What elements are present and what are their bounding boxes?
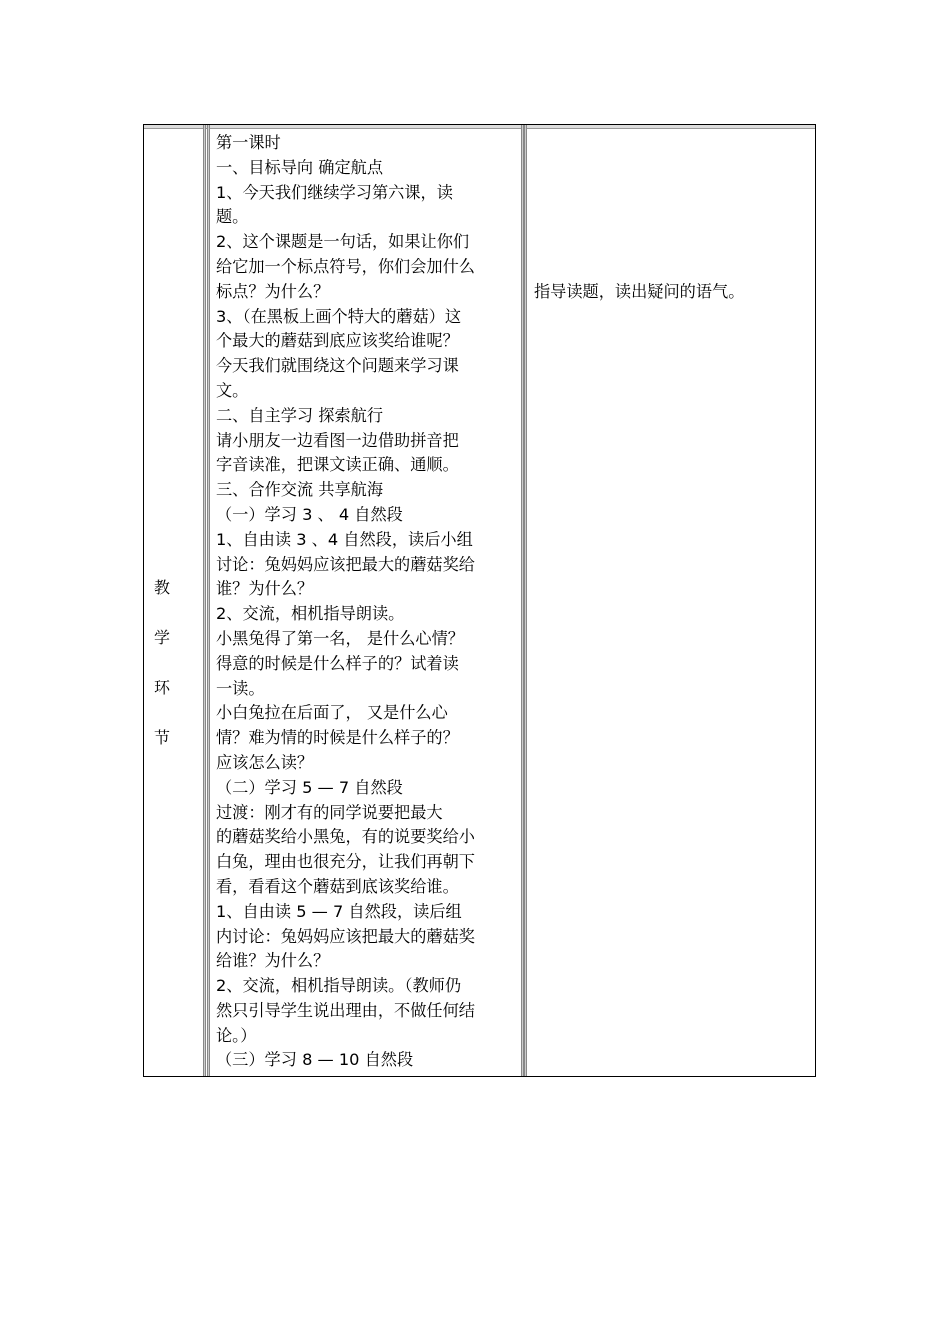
content-line: 3、（在黑板上画个特大的蘑菇）这 xyxy=(216,306,462,326)
content-line: 字音读准，把课文读正确、通顺。 xyxy=(216,455,459,475)
content-line: 情？难为情的时候是什么样子的？ xyxy=(216,728,459,748)
content-line: 得意的时候是什么样子的？试着读 xyxy=(216,653,459,673)
content-line: 给谁？为什么？ xyxy=(216,951,330,971)
row-label xyxy=(152,563,172,763)
content-line: 小白兔拉在后面了， 又是什么心 xyxy=(216,703,448,723)
lesson-content-cell xyxy=(216,131,521,1073)
content-line: 题。 xyxy=(216,207,249,227)
row-label-cell xyxy=(144,125,205,1076)
row-label-char: 环 xyxy=(153,678,170,697)
content-line: 三、合作交流 共享航海 xyxy=(216,480,384,500)
content-line: 过渡：刚才有的同学说要把最大 xyxy=(216,802,443,822)
content-line: 论。） xyxy=(216,1025,257,1045)
content-line: 一读。 xyxy=(216,678,265,698)
content-line: （三）学习 8 — 10 自然段 xyxy=(216,1050,414,1070)
row-label-char: 节 xyxy=(153,728,170,747)
content-line: 内讨论：兔妈妈应该把最大的蘑菇奖 xyxy=(216,926,475,946)
content-line: 文。 xyxy=(216,380,249,400)
content-line: 标点？为什么？ xyxy=(216,281,330,301)
content-line: 2、交流，相机指导朗读。（教师仍 xyxy=(216,976,462,996)
content-line: 第一课时 xyxy=(216,133,281,152)
column-divider xyxy=(524,125,527,1076)
content-line: 1、自由读 3 、4 自然段，读后小组 xyxy=(216,529,473,549)
content-line: 然只引导学生说出理由，不做任何结 xyxy=(216,1000,475,1020)
content-line: （一）学习 3 、 4 自然段 xyxy=(216,504,403,524)
row-label-char: 教 xyxy=(153,578,170,597)
teaching-note: 指导读题，读出疑问的语气。 xyxy=(534,282,745,301)
content-line: 请小朋友一边看图一边借助拼音把 xyxy=(216,430,459,450)
lesson-table xyxy=(143,124,816,1077)
content-line: 小黑兔得了第一名， 是什么心情？ xyxy=(216,628,464,648)
content-line: 2、这个课题是一句话，如果让你们 xyxy=(216,232,470,252)
column-divider xyxy=(207,125,210,1076)
content-line: 1、自由读 5 — 7 自然段，读后组 xyxy=(216,901,462,921)
content-line: 谁？为什么？ xyxy=(216,579,314,599)
content-line: 给它加一个标点符号，你们会加什么 xyxy=(216,256,475,276)
content-line: 一、目标导向 确定航点 xyxy=(216,157,384,177)
content-line: 今天我们就围绕这个问题来学习课 xyxy=(216,356,459,376)
content-line: 1、今天我们继续学习第六课，读 xyxy=(216,182,453,202)
row-label-char: 学 xyxy=(153,628,170,647)
content-line: 个最大的蘑菇到底应该奖给谁呢？ xyxy=(216,331,459,351)
content-line: （二）学习 5 — 7 自然段 xyxy=(216,777,403,797)
content-line: 的蘑菇奖给小黑兔，有的说要奖给小 xyxy=(216,827,475,847)
content-line: 白兔，理由也很充分，让我们再朝下 xyxy=(216,852,475,872)
content-line: 应该怎么读？ xyxy=(216,752,314,772)
table-top-rule xyxy=(144,125,815,129)
teaching-note-cell xyxy=(534,280,809,304)
content-line: 看，看看这个蘑菇到底该奖给谁。 xyxy=(216,876,459,896)
content-line: 二、自主学习 探索航行 xyxy=(216,405,384,425)
content-line: 2、交流，相机指导朗读。 xyxy=(216,604,405,624)
column-divider xyxy=(203,125,206,1076)
content-line: 讨论：兔妈妈应该把最大的蘑菇奖给 xyxy=(216,554,475,574)
